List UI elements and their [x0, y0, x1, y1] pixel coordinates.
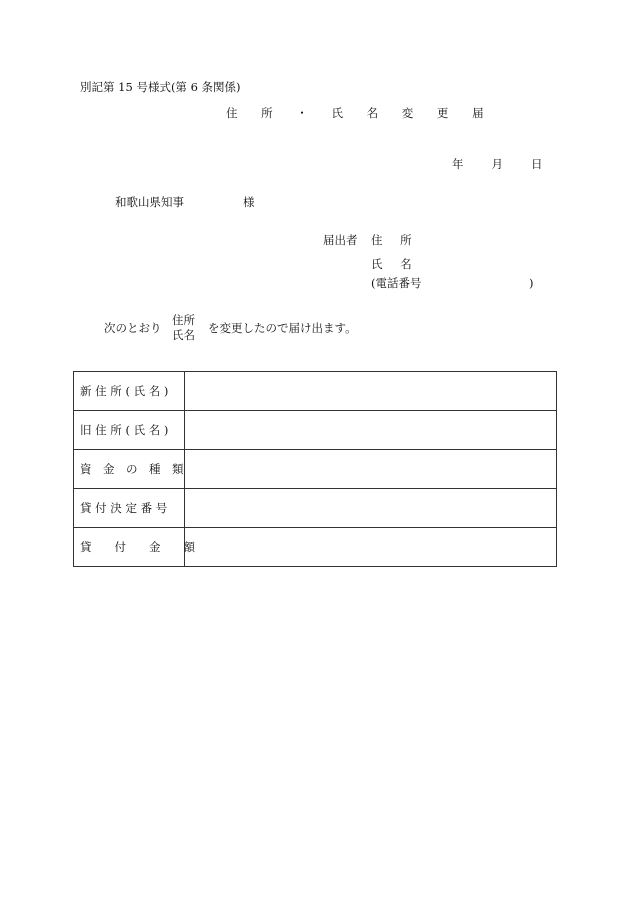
row-label-loan-amount: [74, 528, 195, 567]
table-row: [74, 528, 557, 567]
addressee-name: 和歌山県知事: [115, 195, 184, 209]
row-label-text: 資 金 の 種 類: [80, 461, 184, 476]
document-title: 住 所 ・ 氏 名 変 更 届: [226, 106, 494, 120]
notice-option-address: 住所: [172, 313, 195, 327]
date-line: [452, 157, 543, 171]
row-label-loan-number: [74, 489, 185, 528]
row-label-new-address: [74, 372, 185, 411]
row-label-text: 貸 付 金 額: [80, 539, 195, 554]
row-value-old-address[interactable]: [185, 411, 557, 450]
info-table: [73, 371, 557, 567]
applicant-address-label: 住 所: [371, 233, 419, 247]
row-label-text: 旧 住 所 ( 氏 名 ): [80, 422, 169, 437]
row-value-loan-amount[interactable]: [185, 528, 557, 567]
notice-suffix: を変更したので届け出ます。: [208, 321, 357, 335]
row-value-loan-number[interactable]: [185, 489, 557, 528]
table-row: [74, 372, 557, 411]
notice-option-name: 氏名: [172, 327, 195, 342]
table-row: [74, 411, 557, 450]
applicant-phone-label: (電話番号: [371, 276, 422, 290]
date-month: 月: [491, 157, 503, 171]
row-value-new-address[interactable]: [185, 372, 557, 411]
row-value-fund-type[interactable]: [185, 450, 557, 489]
row-label-text: 新 住 所 ( 氏 名 ): [80, 383, 169, 398]
table-row: [74, 450, 557, 489]
addressee-honorific: 様: [243, 195, 255, 209]
notice-prefix: 次のとおり: [104, 321, 162, 335]
row-label-text: 貸 付 決 定 番 号: [80, 500, 168, 515]
applicant-label: 届出者: [323, 233, 358, 247]
row-label-old-address: [74, 411, 185, 450]
applicant-phone-close: ): [529, 276, 534, 290]
row-label-fund-type: [74, 450, 185, 489]
date-year: 年: [452, 157, 464, 171]
table-row: [74, 489, 557, 528]
date-day: 日: [531, 157, 543, 171]
applicant-name-label: 氏 名: [371, 257, 419, 271]
notice-choice: [172, 313, 195, 343]
form-reference: 別記第 15 号様式(第 6 条関係): [80, 80, 241, 94]
